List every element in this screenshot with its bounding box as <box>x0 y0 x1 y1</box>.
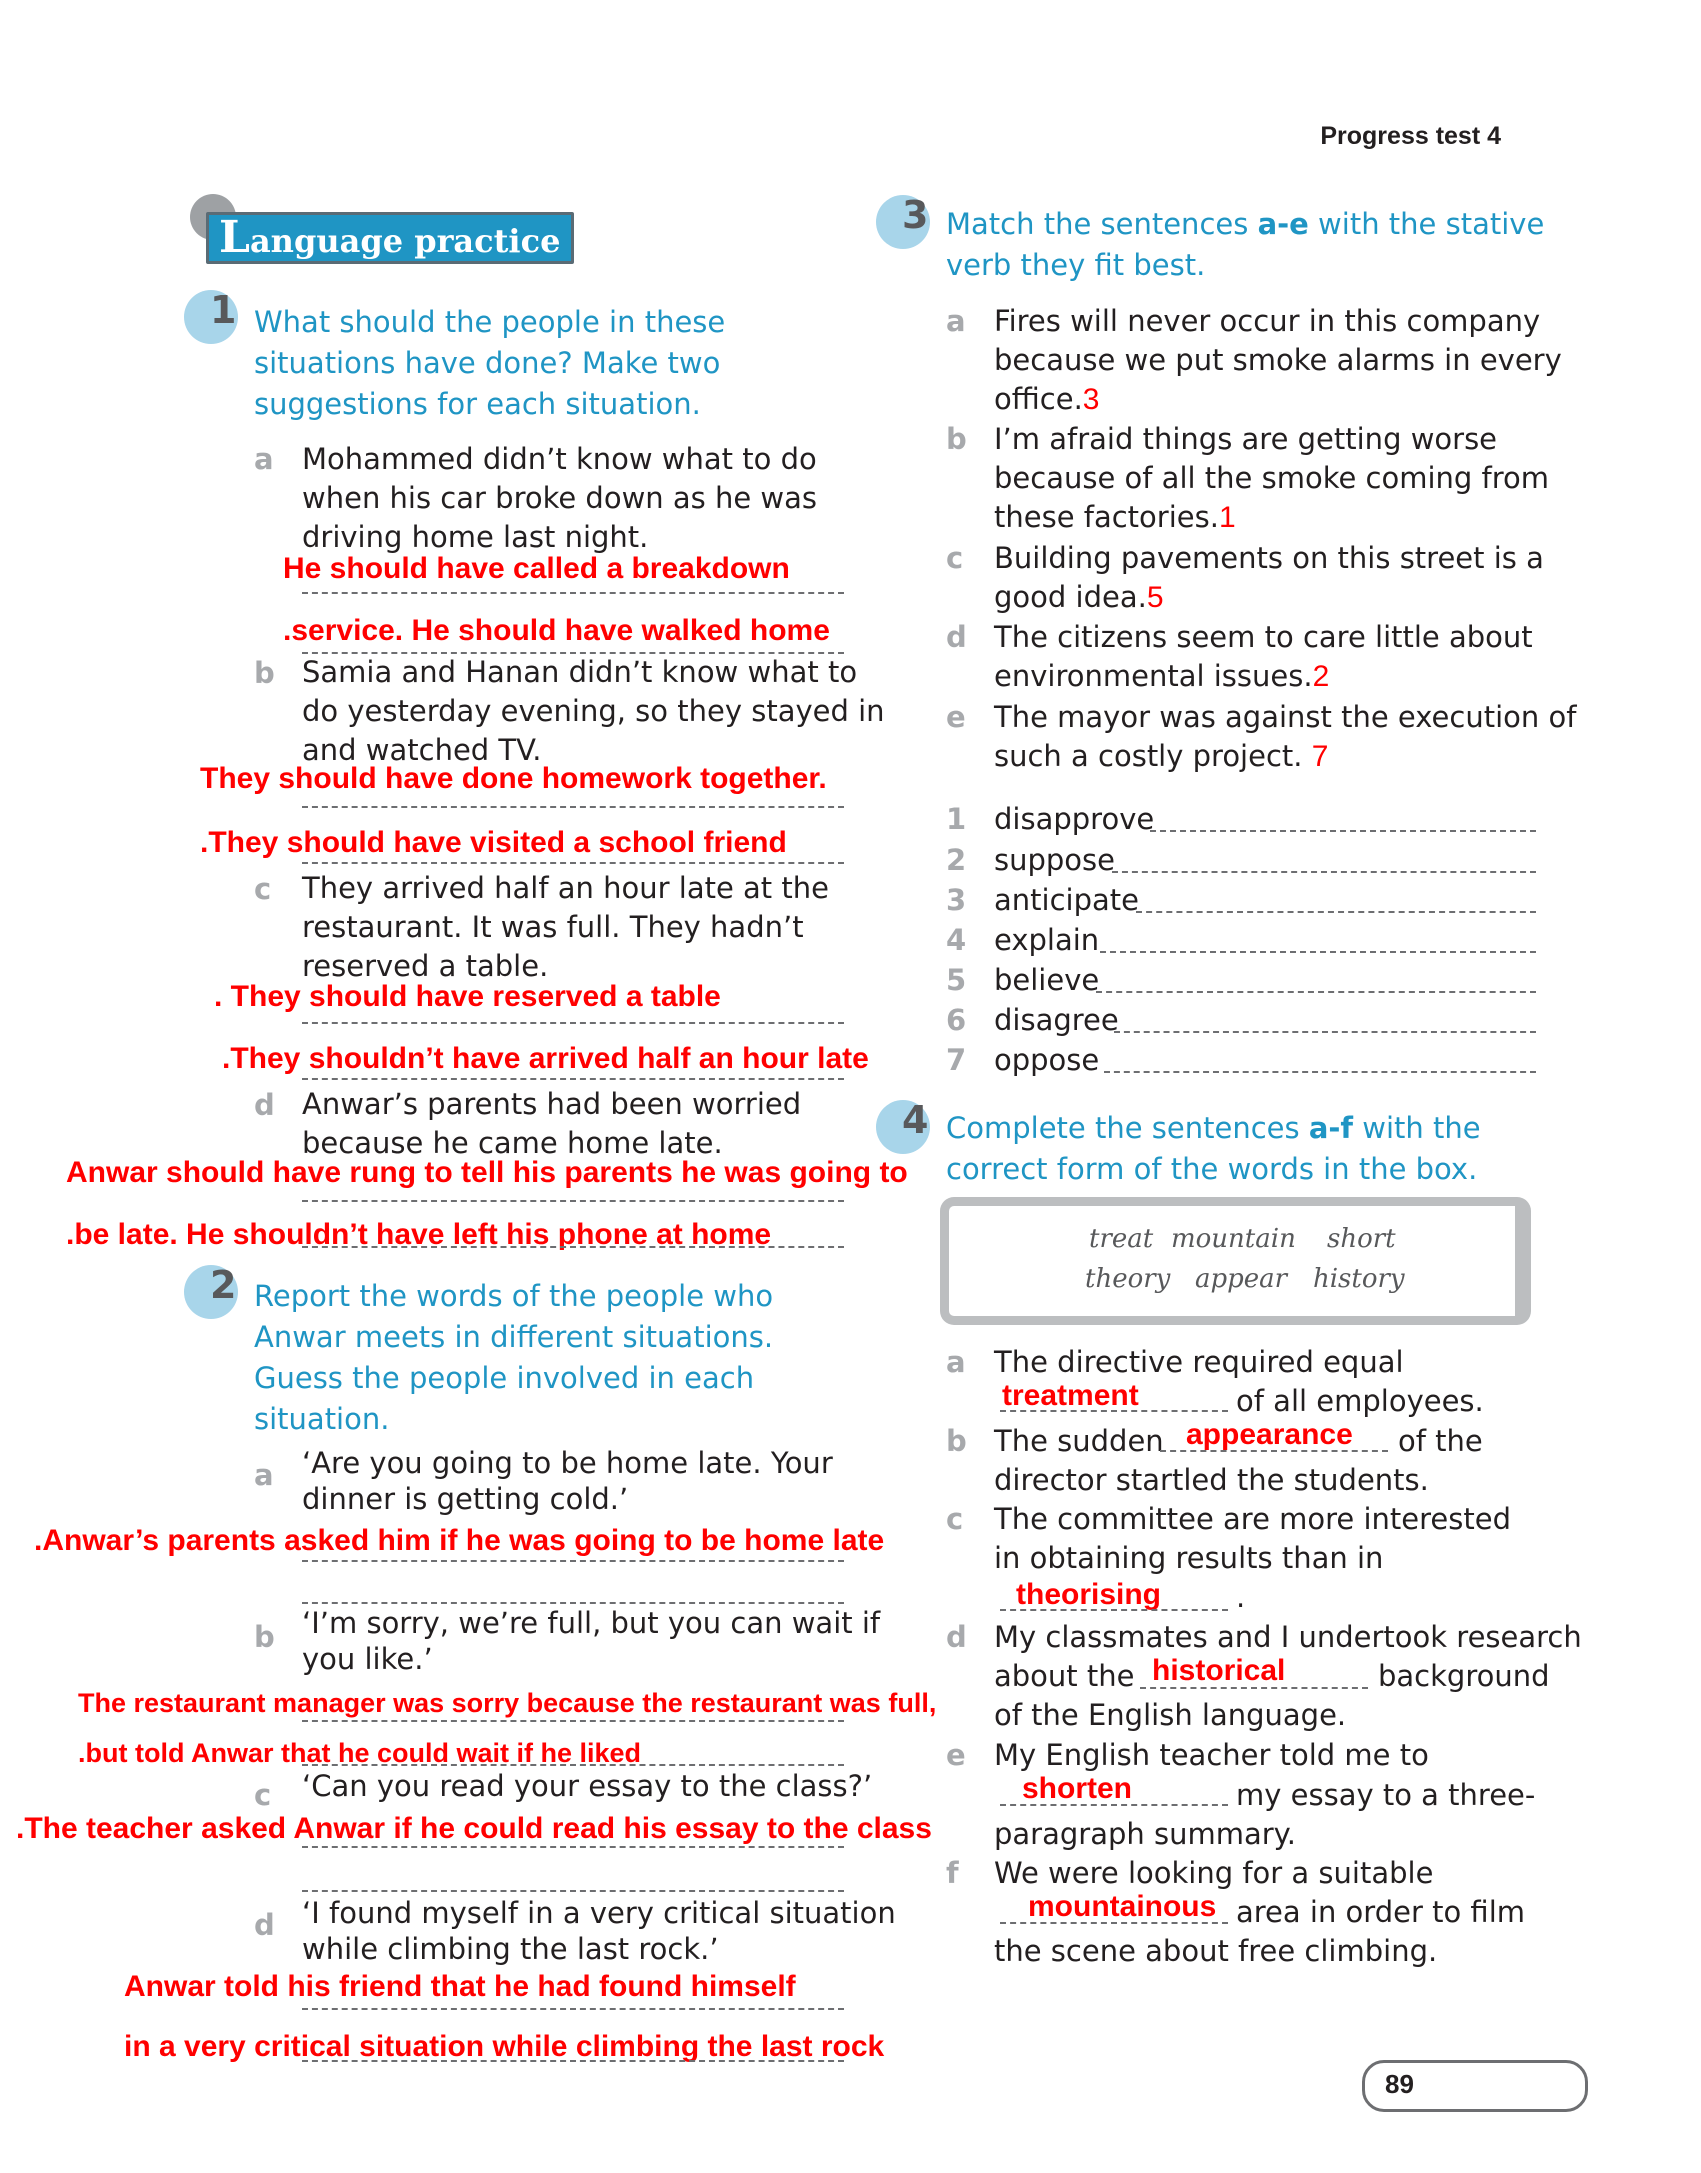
verb-word: explain <box>994 923 1100 957</box>
answer-text: They should have done homework together. <box>200 762 827 795</box>
item-text: my essay to a three- <box>1236 1778 1536 1812</box>
item-letter: e <box>946 1738 966 1772</box>
verb-number: 7 <box>946 1043 967 1077</box>
answer-line[interactable] <box>1136 911 1536 913</box>
item-text: background <box>1378 1659 1550 1693</box>
item-letter: e <box>946 700 966 734</box>
item-letter: d <box>946 1620 967 1654</box>
box-word: treat <box>1089 1224 1154 1254</box>
answer-line[interactable] <box>1096 991 1536 993</box>
page-number-box <box>1362 2060 1588 2112</box>
item-text: about the <box>994 1659 1135 1693</box>
box-word: appear <box>1195 1264 1288 1294</box>
item-text: the scene about free climbing. <box>994 1934 1438 1968</box>
box-word: mountain <box>1171 1224 1296 1254</box>
page-number: 89 <box>1385 2069 1414 2099</box>
answer-line[interactable] <box>1140 1687 1368 1689</box>
word-box <box>940 1197 1531 1325</box>
answer-line[interactable] <box>1160 1450 1388 1452</box>
item-text: of the English language. <box>994 1698 1347 1732</box>
item-text: The directive required equal <box>994 1345 1404 1379</box>
item-text: My classmates and I undertook research <box>994 1620 1582 1654</box>
verb-number: 3 <box>946 883 967 917</box>
answer-text: treatment <box>1002 1379 1139 1412</box>
section-2-title: Report the words of the people who Anwar meets in different situations. Guess the people involved in each situation. <box>254 1279 774 1436</box>
item-text: We were looking for a suitable <box>994 1856 1434 1890</box>
section-3-title: Match the sentences a-e with the stative verb they fit best. <box>946 207 1545 282</box>
answer-line[interactable] <box>302 2060 844 2062</box>
answer-line[interactable] <box>1114 1031 1536 1033</box>
answer-line[interactable] <box>302 1022 844 1024</box>
answer-line[interactable] <box>1000 1922 1228 1924</box>
answer-line[interactable] <box>302 862 844 864</box>
verb-word: oppose <box>994 1043 1100 1077</box>
verb-word: disagree <box>994 1003 1119 1037</box>
item-text: The sudden <box>994 1424 1164 1458</box>
item-text: of all employees. <box>1236 1384 1484 1418</box>
item-letter: a <box>254 442 274 476</box>
item-text: Building pavements on this street is a good idea.5 <box>994 541 1544 614</box>
box-word: theory <box>1085 1264 1171 1294</box>
answer-line[interactable] <box>302 1602 844 1604</box>
item-text: Samia and Hanan didn’t know what to do yesterday evening, so they stayed in and watched TV. <box>302 655 885 767</box>
answer-line[interactable] <box>302 2008 844 2010</box>
answer-line[interactable] <box>302 1846 844 1848</box>
item-letter: c <box>254 1778 272 1812</box>
answer-number: 5 <box>1146 581 1164 614</box>
answer-text: The restaurant manager was sorry because the restaurant was full, <box>78 1688 937 1718</box>
item-text: ‘Are you going to be home late. Your dinner is getting cold.’ <box>302 1446 833 1516</box>
answer-line[interactable] <box>1112 871 1536 873</box>
answer-text: appearance <box>1186 1418 1353 1451</box>
verb-word: suppose <box>994 843 1115 877</box>
box-word: history <box>1313 1264 1405 1294</box>
verb-number: 2 <box>946 843 967 877</box>
item-letter: b <box>946 1424 967 1458</box>
page-header-title: Progress test 4 <box>1320 122 1501 150</box>
item-text: director startled the students. <box>994 1463 1429 1497</box>
item-letter: b <box>946 422 967 456</box>
item-letter: a <box>254 1458 274 1492</box>
verb-number: 1 <box>946 802 967 836</box>
answer-line[interactable] <box>1000 1804 1228 1806</box>
item-letter: b <box>254 1620 275 1654</box>
item-letter: c <box>946 541 964 575</box>
answer-text: historical <box>1152 1654 1286 1687</box>
item-text: The citizens seem to care little about environmental issues.2 <box>994 620 1533 693</box>
section-1-title: What should the people in these situations have done? Make two suggestions for each situation. <box>254 305 726 421</box>
verb-word: anticipate <box>994 883 1139 917</box>
item-text: Fires will never occur in this company because we put smoke alarms in every office.3 <box>994 304 1562 416</box>
item-text: The committee are more interested in obtaining results than in <box>994 1502 1512 1575</box>
item-text: I’m afraid things are getting worse because of all the smoke coming from these factories.1 <box>994 422 1550 534</box>
answer-line[interactable] <box>302 1560 844 1562</box>
section-4-title: Complete the sentences a-f with the correct form of the words in the box. <box>946 1111 1481 1186</box>
item-letter: d <box>254 1908 275 1942</box>
item-text: paragraph summary. <box>994 1817 1296 1851</box>
answer-number: 2 <box>1312 660 1330 693</box>
verb-number: 4 <box>946 923 967 957</box>
item-text: area in order to film <box>1236 1895 1525 1929</box>
answer-text: .be late. He shouldn’t have left his phone at home <box>66 1218 772 1251</box>
answer-text: Anwar should have rung to tell his parents he was going to <box>66 1156 908 1189</box>
answer-text: Anwar told his friend that he had found himself <box>124 1970 796 2003</box>
item-text: My English teacher told me to <box>994 1738 1429 1772</box>
item-text: of the <box>1398 1424 1483 1458</box>
answer-line[interactable] <box>1100 951 1536 953</box>
answer-number: 7 <box>1311 740 1329 773</box>
answer-line[interactable] <box>1104 1071 1536 1073</box>
item-letter: b <box>254 656 275 690</box>
answer-text: mountainous <box>1028 1890 1217 1923</box>
answer-text: He should have called a breakdown <box>283 552 790 585</box>
answer-line[interactable] <box>1000 1410 1228 1412</box>
answer-line[interactable] <box>302 806 844 808</box>
answer-number: 1 <box>1218 501 1236 534</box>
answer-text: .They should have visited a school friend <box>200 826 787 859</box>
verb-word: disapprove <box>994 802 1155 836</box>
item-letter: d <box>254 1088 275 1122</box>
verb-number: 6 <box>946 1003 967 1037</box>
answer-text: theorising <box>1016 1578 1162 1611</box>
verb-number: 5 <box>946 963 967 997</box>
item-letter: f <box>946 1856 959 1890</box>
item-letter: c <box>946 1502 964 1536</box>
answer-line[interactable] <box>302 1720 844 1722</box>
answer-text: in a very critical situation while climbing the last rock <box>124 2030 885 2063</box>
item-text: . <box>1236 1580 1246 1614</box>
answer-text: shorten <box>1022 1772 1133 1805</box>
item-letter: a <box>946 1345 966 1379</box>
answer-line[interactable] <box>1150 830 1536 832</box>
answer-text: .The teacher asked Anwar if he could read his essay to the class <box>16 1812 932 1845</box>
answer-line[interactable] <box>302 592 844 594</box>
item-text: Anwar’s parents had been worried because he came home late. <box>302 1087 802 1160</box>
item-letter: c <box>254 872 272 906</box>
answer-text: .but told Anwar that he could wait if he liked <box>78 1738 642 1768</box>
answer-line[interactable] <box>302 1078 844 1080</box>
item-letter: a <box>946 304 966 338</box>
answer-line[interactable] <box>302 1764 844 1766</box>
verb-word: believe <box>994 963 1100 997</box>
answer-line[interactable] <box>302 1200 844 1202</box>
banner-initial: L <box>219 212 250 263</box>
item-text: They arrived half an hour late at the restaurant. It was full. They hadn’t reserved a table. <box>302 871 829 983</box>
item-text: ‘Can you read your essay to the class?’ <box>302 1769 873 1803</box>
answer-line[interactable] <box>302 1890 844 1892</box>
item-text: ‘I’m sorry, we’re full, but you can wait if you like.’ <box>302 1606 881 1676</box>
banner-title <box>206 212 574 264</box>
answer-number: 3 <box>1082 383 1100 416</box>
section-1-number: 1 <box>184 290 238 344</box>
answer-text: . They should have reserved a table <box>214 980 721 1013</box>
item-text: The mayor was against the execution of such a costly project. 7 <box>994 700 1577 773</box>
answer-line[interactable] <box>302 1246 844 1248</box>
section-3-number: 3 <box>876 195 930 249</box>
box-word: short <box>1327 1224 1396 1254</box>
answer-text: .Anwar’s parents asked him if he was going to be home late <box>34 1524 885 1557</box>
answer-text: .They shouldn’t have arrived half an hour late <box>222 1042 869 1075</box>
banner-rest: anguage practice <box>249 222 561 260</box>
section-4-number: 4 <box>876 1100 930 1154</box>
section-2-number: 2 <box>184 1265 238 1319</box>
item-text: ‘I found myself in a very critical situation while climbing the last rock.’ <box>302 1896 896 1966</box>
answer-line[interactable] <box>1000 1609 1228 1611</box>
item-text: Mohammed didn’t know what to do when his car broke down as he was driving home last night. <box>302 442 818 554</box>
item-letter: d <box>946 620 967 654</box>
answer-text: .service. He should have walked home <box>283 614 830 647</box>
